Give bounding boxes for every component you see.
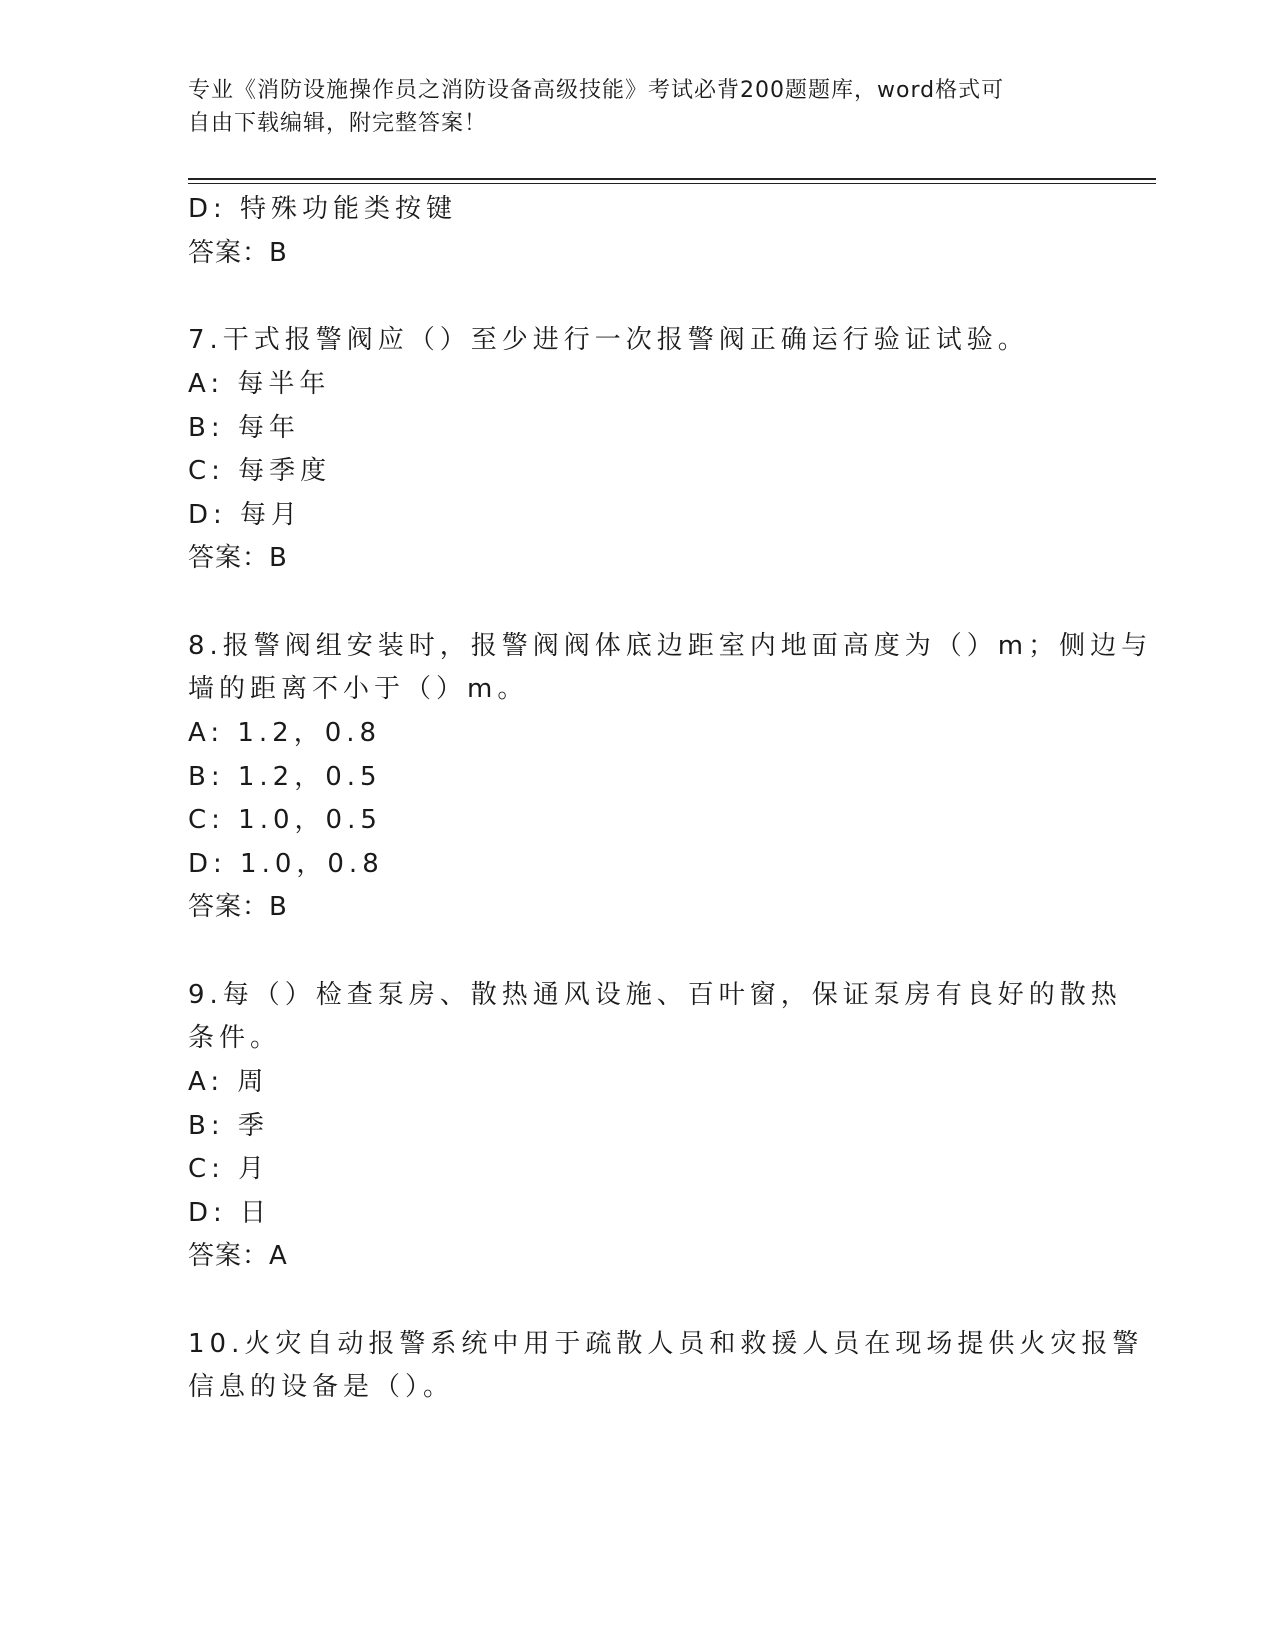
q9-option-b: B: 季 xyxy=(188,1111,269,1141)
q8-option-d: D: 1.0，0.8 xyxy=(188,849,384,879)
q7-option-d: D: 每月 xyxy=(188,500,303,530)
q8-answer: 答案：B xyxy=(188,892,288,922)
document-header xyxy=(188,74,1068,140)
q9-option-c: C: 月 xyxy=(188,1154,270,1184)
q8-question-line-1: 8.报警阀组安装时，报警阀阀体底边距室内地面高度为（）m；侧边与 xyxy=(188,631,1153,661)
q10-question-line-1: 10.火灾自动报警系统中用于疏散人员和救援人员在现场提供火灾报警 xyxy=(188,1329,1144,1359)
q9-question-line-1: 9.每（）检查泵房、散热通风设施、百叶窗，保证泵房有良好的散热 xyxy=(188,980,1122,1010)
header-divider-thick xyxy=(188,178,1156,180)
q8-option-a: A: 1.2，0.8 xyxy=(188,718,382,748)
header-line-2: 自由下载编辑，附完整答案！ xyxy=(188,111,488,136)
q7-question: 7.干式报警阀应（）至少进行一次报警阀正确运行验证试验。 xyxy=(188,325,1029,355)
q7-answer: 答案：B xyxy=(188,543,288,573)
q7-option-c: C: 每季度 xyxy=(188,456,332,486)
q9-question-line-2: 条件。 xyxy=(188,1023,282,1053)
q7-option-b: B: 每年 xyxy=(188,413,300,443)
header-line-1: 专业《消防设施操作员之消防设备高级技能》考试必背200题题库，word格式可 xyxy=(188,78,1005,103)
q9-answer: 答案：A xyxy=(188,1241,288,1271)
q8-option-b: B: 1.2，0.5 xyxy=(188,762,382,792)
q10-question-line-2: 信息的设备是（）。 xyxy=(188,1372,455,1402)
q8-option-c: C: 1.0，0.5 xyxy=(188,805,382,835)
q7-option-a: A: 每半年 xyxy=(188,369,331,399)
header-divider-thin xyxy=(188,183,1156,184)
q6-answer: 答案：B xyxy=(188,238,288,268)
q6-option-d: D: 特殊功能类按键 xyxy=(188,194,458,224)
q9-option-d: D: 日 xyxy=(188,1198,272,1228)
q8-question-line-2: 墙的距离不小于（）m。 xyxy=(188,674,529,704)
q9-option-a: A: 周 xyxy=(188,1067,269,1097)
